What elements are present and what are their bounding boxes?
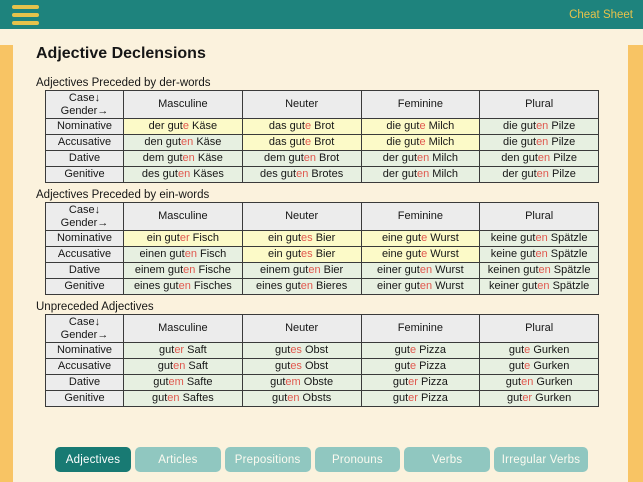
adjective-ending: es xyxy=(290,344,302,356)
hamburger-menu-icon[interactable] xyxy=(12,5,39,25)
section-label: Adjectives Preceded by ein-words xyxy=(36,189,210,201)
case-label-cell: Dative xyxy=(46,151,124,167)
declension-cell: keine guten Spätzle xyxy=(480,247,599,263)
nav-button-irregular-verbs[interactable]: Irregular Verbs xyxy=(494,447,588,472)
declension-cell: einem guten Bier xyxy=(242,263,361,279)
adjective-ending: e xyxy=(304,136,312,148)
declension-table xyxy=(45,202,599,295)
adjective-ending: e xyxy=(409,344,417,356)
column-header: Masculine xyxy=(124,315,243,343)
declension-cell: eines guten Bieres xyxy=(242,279,361,295)
adjective-ending: er xyxy=(408,392,418,404)
adjective-ending: en xyxy=(521,376,534,388)
adjective-ending: en xyxy=(303,152,316,164)
adjective-ending: en xyxy=(173,360,186,372)
declension-cell: gute Pizza xyxy=(361,359,480,375)
adjective-ending: e xyxy=(419,136,426,148)
top-bar xyxy=(0,0,643,29)
case-label-cell: Accusative xyxy=(46,247,124,263)
declension-cell: einem guten Fische xyxy=(124,263,243,279)
declension-cell: guten Saftes xyxy=(124,391,243,407)
adjective-ending: en xyxy=(167,392,180,404)
page-title: Adjective Declensions xyxy=(36,45,206,62)
adjective-ending: en xyxy=(536,136,549,148)
table-row xyxy=(46,263,599,279)
adjective-ending: e xyxy=(304,120,312,132)
declension-cell: guter Pizza xyxy=(361,391,480,407)
declension-cell: der guten Pilze xyxy=(480,167,599,183)
case-label-cell: Nominative xyxy=(46,231,124,247)
declension-cell: guter Saft xyxy=(124,343,243,359)
adjective-ending: es xyxy=(301,232,313,244)
declension-table xyxy=(45,314,599,407)
nav-button-verbs[interactable]: Verbs xyxy=(404,447,490,472)
adjective-ending: en xyxy=(287,392,300,404)
adjective-ending: er xyxy=(174,344,185,356)
adjective-ending: e xyxy=(182,120,189,132)
declension-cell: eine gute Wurst xyxy=(361,247,480,263)
adjective-ending: e xyxy=(409,360,417,372)
declension-cell: keine guten Spätzle xyxy=(480,231,599,247)
declension-cell: guten Obsts xyxy=(242,391,361,407)
adjective-ending: en xyxy=(177,168,191,180)
column-header: Plural xyxy=(480,91,599,119)
adjective-ending: en xyxy=(537,280,550,292)
declension-cell: gutem Safte xyxy=(124,375,243,391)
adjective-ending: en xyxy=(535,248,548,260)
declension-cell: der gute Käse xyxy=(124,119,243,135)
declension-cell: gutes Obst xyxy=(242,343,361,359)
case-label-cell: Dative xyxy=(46,375,124,391)
adjective-ending: en xyxy=(419,264,433,276)
declension-cell: die guten Pilze xyxy=(480,135,599,151)
adjective-ending: em xyxy=(285,376,301,388)
declension-tables xyxy=(13,77,628,407)
adjective-ending: en xyxy=(535,232,548,244)
declension-cell: guten Gurken xyxy=(480,375,599,391)
declension-cell: die gute Milch xyxy=(361,119,480,135)
declension-cell: dem guten Brot xyxy=(242,151,361,167)
adjective-ending: en xyxy=(181,136,194,148)
declension-cell: ein gutes Bier xyxy=(242,231,361,247)
adjective-ending: e xyxy=(421,248,428,260)
declension-cell: gute Gurken xyxy=(480,359,599,375)
column-header: Masculine xyxy=(124,203,243,231)
adjective-ending: en xyxy=(537,152,551,164)
adjective-ending: en xyxy=(300,280,313,292)
case-label-cell: Accusative xyxy=(46,359,124,375)
nav-button-articles[interactable]: Articles xyxy=(135,447,221,472)
adjective-ending: en xyxy=(536,120,549,132)
case-label-cell: Dative xyxy=(46,263,124,279)
adjective-ending: en xyxy=(536,168,549,180)
declension-cell: einer guten Wurst xyxy=(361,263,480,279)
adjective-ending: en xyxy=(184,248,197,260)
declension-cell: des guten Brotes xyxy=(242,167,361,183)
declension-cell: den guten Käse xyxy=(124,135,243,151)
case-label-cell: Nominative xyxy=(46,119,124,135)
column-header: Neuter xyxy=(242,203,361,231)
column-header: Masculine xyxy=(124,91,243,119)
declension-cell: das gute Brot xyxy=(242,135,361,151)
adjective-ending: e xyxy=(421,232,428,244)
declension-cell: dem guten Käse xyxy=(124,151,243,167)
declension-table xyxy=(45,90,599,183)
adjective-ending: e xyxy=(524,360,531,372)
declension-cell: gutes Obst xyxy=(242,359,361,375)
case-label-cell: Accusative xyxy=(46,135,124,151)
declension-cell: eine gute Wurst xyxy=(361,231,480,247)
adjective-ending: e xyxy=(524,344,531,356)
case-label-cell: Genitive xyxy=(46,391,124,407)
declension-cell: des guten Käses xyxy=(124,167,243,183)
declension-cell: gute Gurken xyxy=(480,343,599,359)
declension-cell: guter Gurken xyxy=(480,391,599,407)
table-row xyxy=(46,119,599,135)
table-row xyxy=(46,135,599,151)
adjective-ending: es xyxy=(290,360,302,372)
declension-cell: gute Pizza xyxy=(361,343,480,359)
declension-cell: das gute Brot xyxy=(242,119,361,135)
declension-cell: gutem Obste xyxy=(242,375,361,391)
adjective-ending: em xyxy=(168,376,184,388)
table-row xyxy=(46,279,599,295)
adjective-ending: en xyxy=(417,152,430,164)
section-label: Adjectives Preceded by der-words xyxy=(36,77,211,89)
column-header: Neuter xyxy=(242,91,361,119)
adjective-ending: er xyxy=(179,232,190,244)
column-header: Plural xyxy=(480,315,599,343)
declension-cell: guten Saft xyxy=(124,359,243,375)
table-row xyxy=(46,247,599,263)
declension-cell: guter Pizza xyxy=(361,375,480,391)
column-header: Feminine xyxy=(361,315,480,343)
content-area xyxy=(0,45,643,482)
declension-cell: die gute Milch xyxy=(361,135,480,151)
table-row xyxy=(46,375,599,391)
table-row xyxy=(46,343,599,359)
corner-header-cell: Case↓ Gender→ xyxy=(46,91,124,119)
declension-cell: keiner guten Spätzle xyxy=(480,279,599,295)
declension-cell: einen guten Fisch xyxy=(124,247,243,263)
corner-header-cell: Case↓ Gender→ xyxy=(46,315,124,343)
case-label-cell: Genitive xyxy=(46,279,124,295)
declension-cell: der guten Milch xyxy=(361,167,480,183)
table-row xyxy=(46,151,599,167)
category-nav xyxy=(55,447,588,472)
table-row xyxy=(46,167,599,183)
adjective-ending: en xyxy=(417,168,430,180)
adjective-ending: en xyxy=(183,264,196,276)
column-header: Feminine xyxy=(361,91,480,119)
declension-cell: den guten Pilze xyxy=(480,151,599,167)
column-header: Neuter xyxy=(242,315,361,343)
section-label: Unpreceded Adjectives xyxy=(36,301,154,313)
adjective-ending: er xyxy=(522,392,533,404)
case-label-cell: Nominative xyxy=(46,343,124,359)
adjective-ending: en xyxy=(182,152,195,164)
nav-button-prepositions[interactable]: Prepositions xyxy=(225,447,311,472)
case-label-cell: Genitive xyxy=(46,167,124,183)
topbar-title: Cheat Sheet xyxy=(569,8,633,21)
declension-cell: einer guten Wurst xyxy=(361,279,480,295)
column-header: Plural xyxy=(480,203,599,231)
corner-header-cell: Case↓ Gender→ xyxy=(46,203,124,231)
adjective-ending: en xyxy=(296,168,309,180)
adjective-ending: en xyxy=(178,280,191,292)
adjective-ending: e xyxy=(419,120,426,132)
nav-button-adjectives[interactable]: Adjectives xyxy=(55,447,131,472)
column-header: Feminine xyxy=(361,203,480,231)
declension-cell: die guten Pilze xyxy=(480,119,599,135)
table-row xyxy=(46,359,599,375)
declension-cell: ein gutes Bier xyxy=(242,247,361,263)
declension-cell: keinen guten Spätzle xyxy=(480,263,599,279)
nav-button-pronouns[interactable]: Pronouns xyxy=(315,447,401,472)
table-row xyxy=(46,231,599,247)
declension-cell: der guten Milch xyxy=(361,151,480,167)
adjective-ending: es xyxy=(301,248,313,260)
table-row xyxy=(46,391,599,407)
adjective-ending: en xyxy=(419,280,433,292)
adjective-ending: er xyxy=(408,376,418,388)
adjective-ending: en xyxy=(308,264,321,276)
declension-cell: ein guter Fisch xyxy=(124,231,243,247)
declension-cell: eines guten Fisches xyxy=(124,279,243,295)
adjective-ending: en xyxy=(538,264,551,276)
